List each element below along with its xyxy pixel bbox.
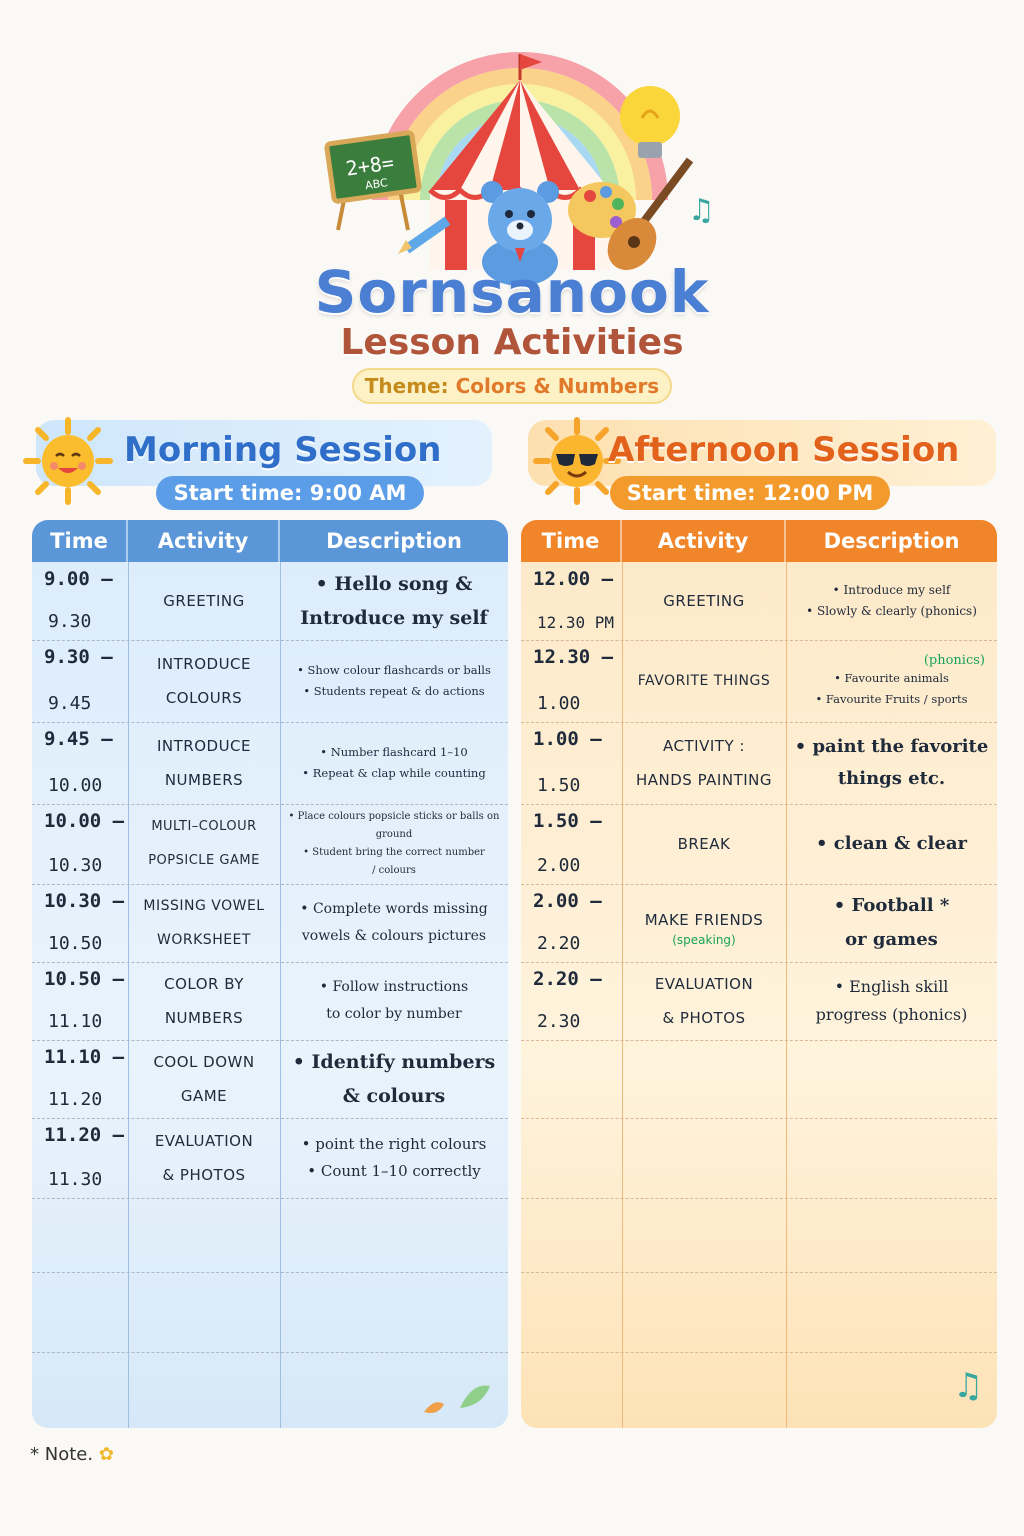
activity-label: COLOURS [165, 689, 243, 707]
description-line: Introduce my self [300, 607, 488, 629]
row-divider [521, 1272, 997, 1273]
time-start: 9.45 – [44, 728, 113, 750]
activity-label: COOL DOWN [153, 1053, 255, 1071]
activity-label: EVALUATION [154, 1132, 254, 1150]
phonics-tag: (phonics) [923, 652, 985, 668]
description-line: • Identify numbers [292, 1051, 496, 1073]
leaf-doodle-icon [420, 1372, 494, 1420]
header-activity: Activity [128, 520, 280, 562]
time-end: 1.00 [537, 693, 581, 714]
header-description: Description [823, 529, 960, 553]
flower-icon: ✿ [98, 1444, 114, 1465]
time-start: 12.00 – [533, 568, 614, 590]
activity-label: BREAK [677, 835, 731, 853]
table-row [521, 804, 997, 884]
description-line: to color by number [326, 1006, 462, 1022]
time-start: 10.00 – [44, 810, 125, 832]
description-line: • Count 1–10 correctly [307, 1162, 481, 1180]
brand-title: Sornsanook [314, 258, 710, 326]
description-line: • Introduce my self [832, 583, 951, 597]
chalkboard-icon [326, 132, 419, 230]
row-divider [32, 1352, 508, 1353]
table-row [521, 962, 997, 1040]
activity-label: COLOR BY [164, 975, 244, 993]
time-end: 11.30 [48, 1169, 103, 1190]
table-header [32, 520, 508, 562]
description-line: & colours [342, 1085, 446, 1107]
description-line: • Favourite Fruits / sports [815, 691, 968, 706]
description-line: • Repeat & clap while counting [302, 766, 486, 780]
activity-label: MAKE FRIENDS [644, 911, 764, 929]
table-row [32, 1118, 508, 1198]
activity-label: GAME [180, 1087, 228, 1105]
description-line: or games [845, 929, 938, 950]
smiling-sun-icon [20, 416, 116, 506]
time-start: 1.50 – [533, 810, 602, 832]
header-activity: Activity [622, 520, 786, 562]
row-divider [32, 1272, 508, 1273]
footer-note [30, 1444, 114, 1465]
table-header [521, 520, 997, 562]
time-end: 1.50 [537, 775, 581, 796]
time-end: 9.45 [48, 693, 92, 714]
row-divider [521, 1198, 997, 1199]
description-line: • Slowly & clearly (phonics) [806, 604, 977, 618]
afternoon-start-time: Start time: 12:00 PM [610, 476, 890, 510]
activity-label: MULTI–COLOUR [151, 819, 257, 834]
time-start: 10.50 – [44, 968, 125, 990]
row-divider [521, 1118, 997, 1119]
morning-start-time: Start time: 9:00 AM [156, 476, 424, 510]
afternoon-session-title: Afternoon Session [608, 430, 960, 470]
time-end: 9.30 [48, 611, 92, 632]
time-start: 2.00 – [533, 890, 602, 912]
time-end: 10.50 [48, 933, 103, 954]
theme-value: Colors & Numbers [455, 374, 660, 398]
description-line: • Show colour flashcards or balls [297, 663, 491, 677]
activity-label: HANDS PAINTING [635, 771, 773, 789]
description-line: • Hello song & [315, 573, 473, 595]
description-line: • English skill [834, 977, 949, 996]
description-line: • Complete words missing [300, 901, 488, 917]
row-divider [521, 1040, 997, 1041]
row-divider [32, 1198, 508, 1199]
time-start: 12.30 – [533, 646, 614, 668]
header-time: Time [32, 520, 128, 562]
activity-label: ACTIVITY : [663, 737, 745, 755]
time-end: 11.10 [48, 1011, 103, 1032]
time-end: 10.30 [48, 855, 103, 876]
header-time: Time [521, 520, 622, 562]
activity-label: MISSING VOWEL [143, 898, 265, 914]
time-start: 2.20 – [533, 968, 602, 990]
table-row [32, 640, 508, 722]
speaking-tag: (speaking) [672, 933, 736, 947]
activity-label: FAVORITE THINGS [637, 673, 771, 689]
activity-label: NUMBERS [164, 1009, 244, 1027]
time-start: 1.00 – [533, 728, 602, 750]
description-line: progress (phonics) [815, 1005, 968, 1024]
activity-label: GREETING [663, 592, 745, 610]
asterisk-icon: * [30, 1444, 39, 1465]
time-start: 11.10 – [44, 1046, 125, 1068]
table-row [32, 962, 508, 1040]
page-subtitle: Lesson Activities [340, 322, 684, 363]
description-line: / colours [372, 865, 416, 876]
chalkboard-subtext: ABC [364, 176, 389, 193]
time-end: 2.30 [537, 1011, 581, 1032]
row-divider [521, 1352, 997, 1353]
description-line: things etc. [837, 768, 946, 789]
description-line: • Student bring the correct number [303, 847, 485, 858]
description-line: • Football * [833, 895, 950, 916]
header-illustration [320, 40, 720, 290]
activity-label: WORKSHEET [157, 932, 251, 948]
time-end: 12.30 PM [537, 613, 615, 632]
music-note-icon: ♫ [688, 193, 715, 228]
chalkboard-text: 2+8= [344, 150, 396, 181]
activity-label: & PHOTOS [662, 1009, 746, 1027]
table-row [32, 804, 508, 884]
description-line: ground [375, 829, 413, 840]
header-description: Description [326, 529, 462, 553]
table-row [32, 722, 508, 804]
music-note-icon: ♫ [953, 1366, 984, 1406]
time-end: 2.00 [537, 855, 581, 876]
activity-label: NUMBERS [164, 771, 244, 789]
activity-label: GREETING [163, 592, 245, 610]
morning-session-title: Morning Session [124, 430, 442, 470]
time-start: 11.20 – [44, 1124, 125, 1146]
description-line: • Follow instructions [319, 979, 469, 995]
description-line: • point the right colours [301, 1135, 487, 1153]
description-line: • Favourite animals [834, 670, 949, 685]
description-line: • Number flashcard 1–10 [320, 745, 468, 759]
time-end: 10.00 [48, 775, 103, 796]
note-text: Note. [44, 1444, 94, 1465]
afternoon-schedule-table [521, 520, 997, 1428]
table-row [521, 562, 997, 640]
description-line: • Place colours popsicle sticks or balls on [288, 811, 500, 822]
time-end: 2.20 [537, 933, 581, 954]
time-start: 9.00 – [44, 568, 113, 590]
morning-schedule-table [32, 520, 508, 1428]
description-line: • clean & clear [816, 833, 967, 854]
time-start: 9.30 – [44, 646, 113, 668]
table-row [521, 884, 997, 962]
activity-label: & PHOTOS [162, 1166, 246, 1184]
table-row [521, 722, 997, 804]
time-start: 10.30 – [44, 890, 125, 912]
activity-label: INTRODUCE [156, 737, 252, 755]
activity-label: INTRODUCE [156, 655, 252, 673]
table-row [32, 1040, 508, 1118]
description-line: • Students repeat & do actions [303, 684, 485, 698]
theme-pill [352, 368, 672, 404]
description-line: • paint the favorite [794, 736, 989, 757]
table-row [521, 640, 997, 722]
theme-label: Theme: [364, 374, 449, 398]
activity-label: POPSICLE GAME [148, 853, 260, 868]
time-end: 11.20 [48, 1089, 103, 1110]
activity-label: EVALUATION [654, 975, 754, 993]
table-row [32, 884, 508, 962]
description-line: vowels & colours pictures [301, 928, 487, 944]
table-row [32, 562, 508, 640]
